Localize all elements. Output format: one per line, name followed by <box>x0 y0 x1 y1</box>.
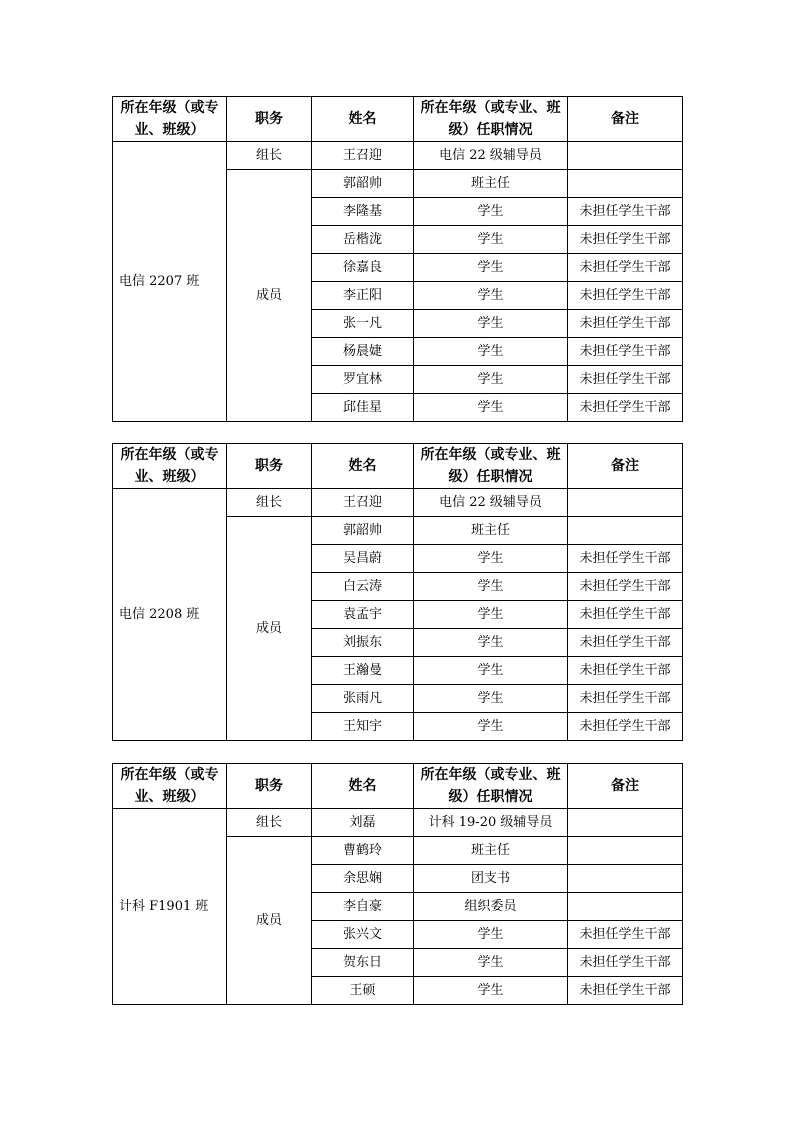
position-cell: 学生 <box>414 601 568 629</box>
remark-cell <box>568 170 683 198</box>
name-cell: 白云涛 <box>312 573 414 601</box>
position-cell: 学生 <box>414 226 568 254</box>
header-role: 职务 <box>227 97 312 142</box>
position-cell: 学生 <box>414 921 568 949</box>
header-row <box>113 97 683 142</box>
position-cell: 学生 <box>414 338 568 366</box>
remark-cell <box>568 489 683 517</box>
class-cell: 计科 F1901 班 <box>113 809 227 1005</box>
position-cell: 班主任 <box>414 837 568 865</box>
header-remark: 备注 <box>568 444 683 489</box>
name-cell: 郭韶帅 <box>312 170 414 198</box>
position-cell: 电信 22 级辅导员 <box>414 142 568 170</box>
remark-cell: 未担任学生干部 <box>568 310 683 338</box>
header-row <box>113 764 683 809</box>
name-cell: 王硕 <box>312 977 414 1005</box>
header-role: 职务 <box>227 444 312 489</box>
name-cell: 李自豪 <box>312 893 414 921</box>
position-cell: 学生 <box>414 394 568 422</box>
remark-cell: 未担任学生干部 <box>568 366 683 394</box>
remark-cell: 未担任学生干部 <box>568 629 683 657</box>
class-cell: 电信 2207 班 <box>113 142 227 422</box>
position-cell: 班主任 <box>414 517 568 545</box>
header-remark: 备注 <box>568 97 683 142</box>
name-cell: 余思娴 <box>312 865 414 893</box>
name-cell: 岳楷泷 <box>312 226 414 254</box>
name-cell: 李隆基 <box>312 198 414 226</box>
remark-cell <box>568 809 683 837</box>
role-cell: 组长 <box>227 809 312 837</box>
remark-cell: 未担任学生干部 <box>568 545 683 573</box>
table-row <box>113 142 683 170</box>
name-cell: 王召迎 <box>312 142 414 170</box>
position-cell: 学生 <box>414 366 568 394</box>
remark-cell: 未担任学生干部 <box>568 949 683 977</box>
name-cell: 曹鹤玲 <box>312 837 414 865</box>
remark-cell: 未担任学生干部 <box>568 977 683 1005</box>
table-row <box>113 489 683 517</box>
position-cell: 班主任 <box>414 170 568 198</box>
name-cell: 李正阳 <box>312 282 414 310</box>
name-cell: 刘磊 <box>312 809 414 837</box>
header-position: 所在年级（或专业、班级）任职情况 <box>414 444 568 489</box>
name-cell: 徐嘉良 <box>312 254 414 282</box>
header-name: 姓名 <box>312 444 414 489</box>
name-cell: 邱佳星 <box>312 394 414 422</box>
header-remark: 备注 <box>568 764 683 809</box>
staff-table-2 <box>112 443 683 741</box>
name-cell: 王召迎 <box>312 489 414 517</box>
position-cell: 团支书 <box>414 865 568 893</box>
remark-cell <box>568 893 683 921</box>
name-cell: 王知宇 <box>312 713 414 741</box>
position-cell: 学生 <box>414 977 568 1005</box>
remark-cell: 未担任学生干部 <box>568 657 683 685</box>
remark-cell: 未担任学生干部 <box>568 338 683 366</box>
remark-cell <box>568 865 683 893</box>
header-class: 所在年级（或专业、班级） <box>113 97 227 142</box>
staff-table-3 <box>112 763 683 1005</box>
remark-cell <box>568 142 683 170</box>
position-cell: 学生 <box>414 629 568 657</box>
position-cell: 学生 <box>414 573 568 601</box>
remark-cell: 未担任学生干部 <box>568 685 683 713</box>
remark-cell: 未担任学生干部 <box>568 198 683 226</box>
remark-cell: 未担任学生干部 <box>568 713 683 741</box>
name-cell: 罗宜林 <box>312 366 414 394</box>
class-cell: 电信 2208 班 <box>113 489 227 741</box>
remark-cell: 未担任学生干部 <box>568 282 683 310</box>
position-cell: 学生 <box>414 310 568 338</box>
role-cell: 成员 <box>227 170 312 422</box>
name-cell: 张兴文 <box>312 921 414 949</box>
role-cell: 组长 <box>227 142 312 170</box>
name-cell: 杨晨婕 <box>312 338 414 366</box>
header-position: 所在年级（或专业、班级）任职情况 <box>414 764 568 809</box>
position-cell: 学生 <box>414 657 568 685</box>
remark-cell: 未担任学生干部 <box>568 226 683 254</box>
position-cell: 学生 <box>414 713 568 741</box>
position-cell: 学生 <box>414 198 568 226</box>
position-cell: 学生 <box>414 282 568 310</box>
position-cell: 学生 <box>414 545 568 573</box>
position-cell: 组织委员 <box>414 893 568 921</box>
name-cell: 吴昌蔚 <box>312 545 414 573</box>
position-cell: 学生 <box>414 685 568 713</box>
header-role: 职务 <box>227 764 312 809</box>
header-name: 姓名 <box>312 764 414 809</box>
role-cell: 成员 <box>227 837 312 1005</box>
header-position: 所在年级（或专业、班级）任职情况 <box>414 97 568 142</box>
header-class: 所在年级（或专业、班级） <box>113 764 227 809</box>
remark-cell: 未担任学生干部 <box>568 254 683 282</box>
role-cell: 成员 <box>227 517 312 741</box>
position-cell: 电信 22 级辅导员 <box>414 489 568 517</box>
staff-table-1 <box>112 96 683 422</box>
name-cell: 张一凡 <box>312 310 414 338</box>
name-cell: 刘振东 <box>312 629 414 657</box>
header-class: 所在年级（或专业、班级） <box>113 444 227 489</box>
remark-cell: 未担任学生干部 <box>568 394 683 422</box>
table-row <box>113 809 683 837</box>
name-cell: 王瀚曼 <box>312 657 414 685</box>
remark-cell <box>568 837 683 865</box>
position-cell: 学生 <box>414 254 568 282</box>
remark-cell <box>568 517 683 545</box>
name-cell: 贺东日 <box>312 949 414 977</box>
remark-cell: 未担任学生干部 <box>568 921 683 949</box>
role-cell: 组长 <box>227 489 312 517</box>
name-cell: 袁孟宇 <box>312 601 414 629</box>
name-cell: 张雨凡 <box>312 685 414 713</box>
position-cell: 计科 19-20 级辅导员 <box>414 809 568 837</box>
position-cell: 学生 <box>414 949 568 977</box>
name-cell: 郭韶帅 <box>312 517 414 545</box>
header-row <box>113 444 683 489</box>
remark-cell: 未担任学生干部 <box>568 573 683 601</box>
remark-cell: 未担任学生干部 <box>568 601 683 629</box>
header-name: 姓名 <box>312 97 414 142</box>
